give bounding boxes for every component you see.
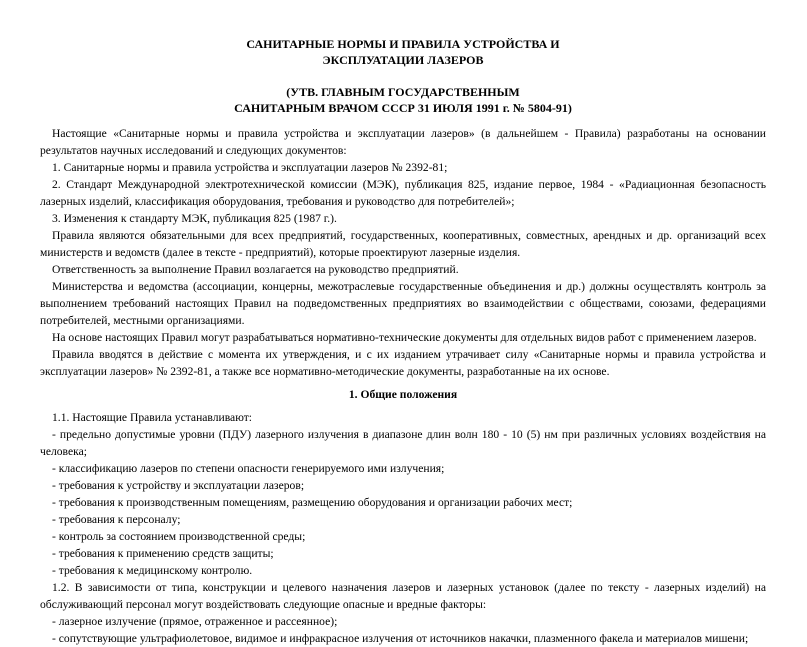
- section-paragraph: 1.1. Настоящие Правила устанавливают:: [52, 411, 252, 424]
- intro-paragraph: 1. Санитарные нормы и правила устройства и эксплуатации лазеров № 2392-81;: [52, 161, 448, 174]
- list-item: - требования к персоналу;: [52, 513, 181, 526]
- intro-paragraph: Министерства и ведомства (ассоциации, концерны, межотраслевые государственные объединения и др.) должны осуществлять контроль за выполнением требований настоящих Правил на подведомственных предприятиях во взаимодействии с обществами, союзами, федерациями потребителей, местными организациями.: [40, 280, 766, 327]
- factors-list: [40, 613, 766, 647]
- list-item: - классификацию лазеров по степени опасности генерируемого ими излучения;: [52, 462, 445, 475]
- intro-paragraph: Правила вводятся в действие с момента их утверждения, и с их изданием утрачивает силу «Санитарные нормы и правила устройства и эксплуатации лазеров» № 2392-81, а также все нормативно-методические документы, разработанные на их основе.: [40, 348, 766, 378]
- intro-paragraph: Ответственность за выполнение Правил возлагается на руководство предприятий.: [52, 263, 459, 276]
- list-item: - требования к медицинскому контролю.: [52, 564, 253, 577]
- intro-paragraph: Настоящие «Санитарные нормы и правила устройства и эксплуатации лазеров» (в дальнейшем - Правила) разработаны на основании результатов научных исследований и следующих документов:: [40, 127, 766, 157]
- requirements-list: [40, 426, 766, 579]
- list-item: - лазерное излучение (прямое, отраженное и рассеянное);: [52, 615, 338, 628]
- approval-line-2: САНИТАРНЫМ ВРАЧОМ СССР 31 ИЮЛЯ 1991 г. № 5804-91): [234, 101, 572, 115]
- document-title-line-1: САНИТАРНЫЕ НОРМЫ И ПРАВИЛА УСТРОЙСТВА И: [246, 37, 560, 51]
- list-item: - требования к применению средств защиты;: [52, 547, 274, 560]
- document-body: [40, 125, 766, 647]
- intro-paragraph: Правила являются обязательными для всех предприятий, государственных, кооперативных, совместных, арендных и др. организаций всех министерств и ведомств (далее в тексте - предприятий), которые проектируют лазерные изделия.: [40, 229, 766, 259]
- intro-paragraph: 3. Изменения к стандарту МЭК, публикация 825 (1987 г.).: [52, 212, 337, 225]
- list-item: - требования к производственным помещениям, размещению оборудования и организации рабочих мест;: [52, 496, 573, 509]
- document-title-line-2: ЭКСПЛУАТАЦИИ ЛАЗЕРОВ: [322, 53, 484, 67]
- section-paragraph: 1.2. В зависимости от типа, конструкции и целевого назначения лазеров и лазерных установок (далее по тексту - лазерных изделий) на обслуживающий персонал могут воздействовать следующие опасные и вредные факторы:: [40, 581, 766, 611]
- approval-line-1: (УТВ. ГЛАВНЫМ ГОСУДАРСТВЕННЫМ: [286, 85, 520, 99]
- list-item: - предельно допустимые уровни (ПДУ) лазерного излучения в диапазоне длин волн 180 - 10 (5) нм при различных условиях воздействия на человека;: [40, 428, 766, 458]
- section-heading: 1. Общие положения: [348, 388, 458, 401]
- list-item: - требования к устройству и эксплуатации лазеров;: [52, 479, 305, 492]
- intro-paragraph: 2. Стандарт Международной электротехнической комиссии (МЭК), публикация 825, издание первое, 1984 - «Радиационная безопасность лазерных изделий, классификация оборудования, требования и руководство для потребителей»;: [40, 178, 766, 208]
- intro-paragraph: На основе настоящих Правил могут разрабатываться нормативно-технические документы для отдельных видов работ с применением лазеров.: [52, 331, 757, 344]
- list-item: - сопутствующие ультрафиолетовое, видимое и инфракрасное излучения от источников накачки, плазменного факела и материалов мишени;: [52, 632, 749, 645]
- list-item: - контроль за состоянием производственной среды;: [52, 530, 306, 543]
